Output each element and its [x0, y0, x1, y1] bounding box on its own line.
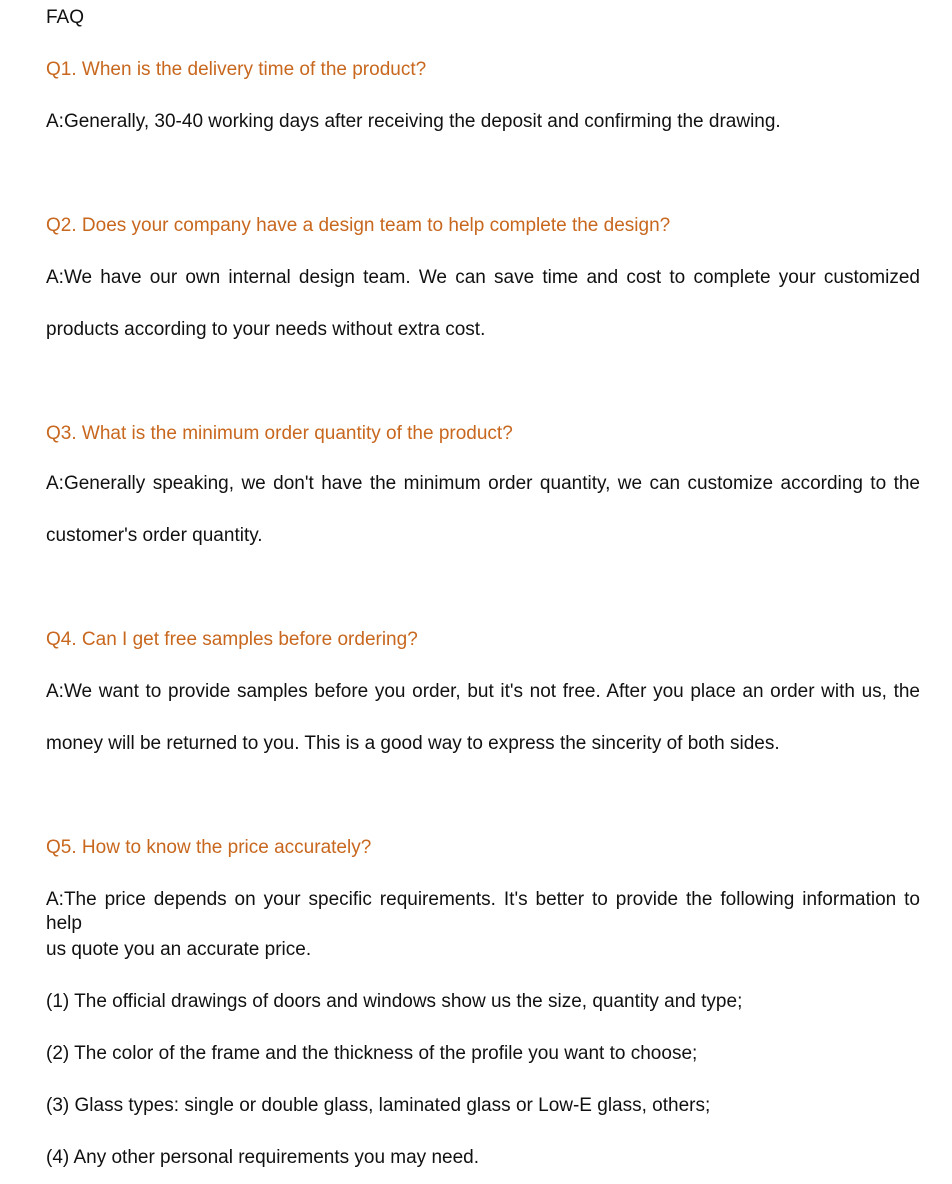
faq-answer-3-line-2: customer's order quantity. — [46, 525, 263, 546]
list-item: (2) The color of the frame and the thickness of the profile you want to choose; — [46, 1043, 698, 1064]
list-item: (1) The official drawings of doors and windows show us the size, quantity and type; — [46, 991, 743, 1012]
list-item: (4) Any other personal requirements you may need. — [46, 1147, 480, 1168]
faq-answer-4-line-2: money will be returned to you. This is a good way to express the sincerity of both sides. — [46, 733, 780, 754]
faq-answer-5-line-2: us quote you an accurate price. — [46, 939, 312, 960]
faq-answer-4-line-1: A:We want to provide samples before you order, but it's not free. After you place an order with us, the — [46, 681, 920, 702]
faq-question-5: Q5. How to know the price accurately? — [46, 837, 372, 858]
faq-answer-2-line-1: A:We have our own internal design team. We can save time and cost to complete your customized — [46, 267, 920, 288]
faq-question-3: Q3. What is the minimum order quantity of the product? — [46, 423, 513, 444]
faq-question-4: Q4. Can I get free samples before ordering? — [46, 629, 418, 650]
faq-answer-5-line-1: A:The price depends on your specific requirements. It's better to provide the following information to help — [46, 889, 920, 934]
faq-answer-3-line-1: A:Generally speaking, we don't have the minimum order quantity, we can customize according to the — [46, 473, 920, 494]
page-title: FAQ — [46, 7, 85, 28]
faq-question-2: Q2. Does your company have a design team to help complete the design? — [46, 215, 671, 236]
faq-answer-1: A:Generally, 30-40 working days after receiving the deposit and confirming the drawing. — [46, 111, 781, 132]
faq-question-1: Q1. When is the delivery time of the product? — [46, 59, 427, 80]
list-item: (3) Glass types: single or double glass, laminated glass or Low-E glass, others; — [46, 1095, 711, 1116]
faq-answer-2-line-2: products according to your needs without extra cost. — [46, 319, 486, 340]
